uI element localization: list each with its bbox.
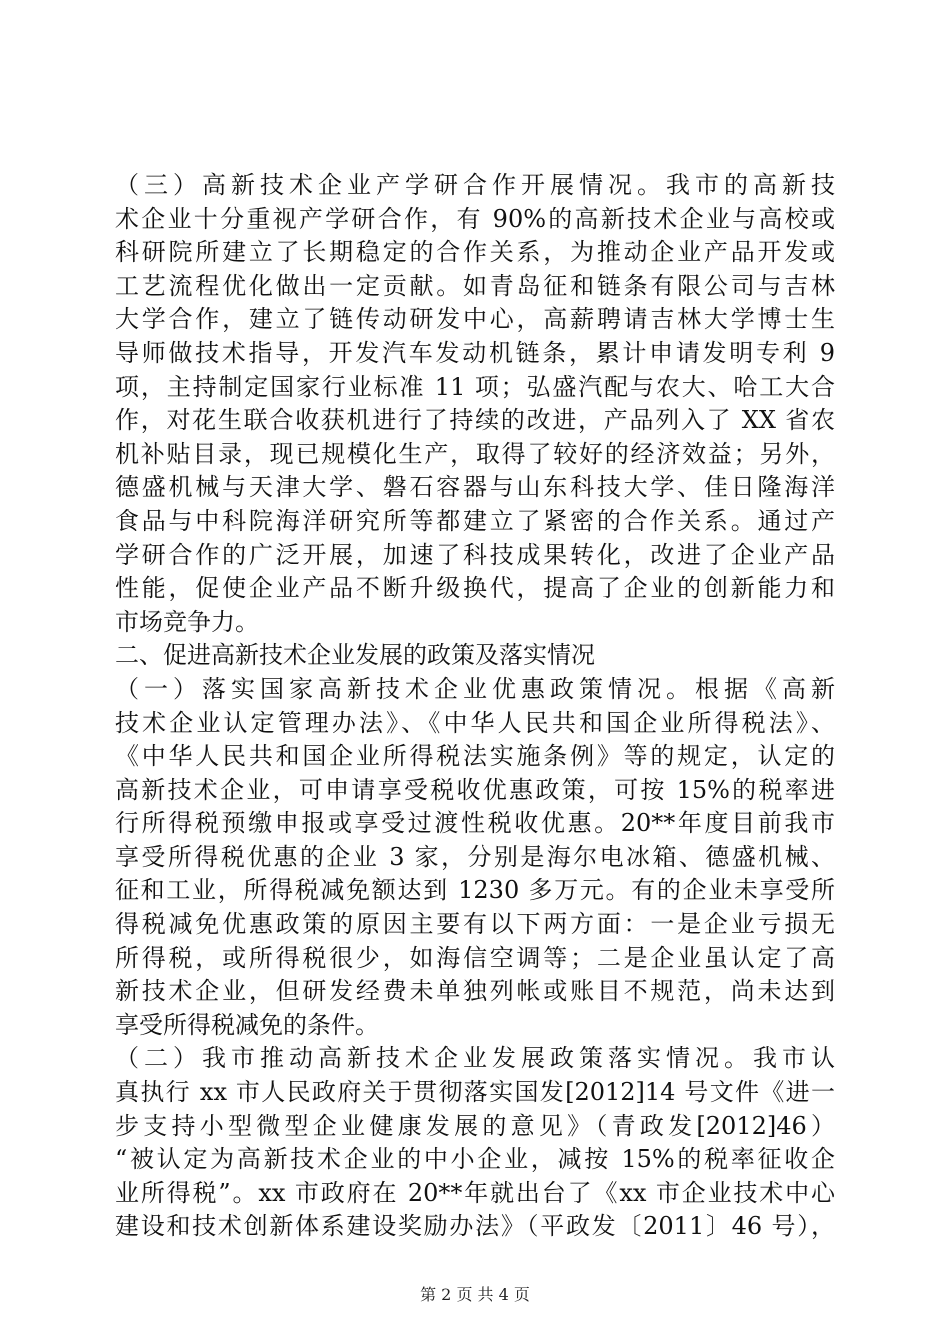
text-line: （二）我市推动高新技术企业发展政策落实情况。我市认 (115, 1044, 835, 1073)
text-line: 所得税，或所得税很少，如海信空调等；二是企业虽认定了高 (115, 943, 835, 972)
text-line: 高新技术企业，可申请享受税收优惠政策，可按 15%的税率进 (115, 775, 835, 804)
text-line: 德盛机械与天津大学、磐石容器与山东科技大学、佳日隆海洋 (115, 473, 835, 502)
text-line: 建设和技术创新体系建设奖励办法》（平政发〔2011〕46 号）， (115, 1212, 835, 1241)
text-line: 机补贴目录，现已规模化生产，取得了较好的经济效益；另外， (115, 439, 835, 468)
text-line: 学研合作的广泛开展，加速了科技成果转化，改进了企业产品 (115, 540, 835, 569)
text-line: 术企业十分重视产学研合作，有 90%的高新技术企业与高校或 (115, 204, 835, 233)
text-line: 作，对花生联合收获机进行了持续的改进，产品列入了 XX 省农 (115, 406, 835, 435)
text-line: 得税减免优惠政策的原因主要有以下两方面：一是企业亏损无 (115, 910, 835, 939)
page-footer: 第 2 页 共 4 页 (420, 1285, 530, 1304)
text-line: 享受所得税优惠的企业 3 家，分别是海尔电冰箱、德盛机械、 (115, 842, 835, 871)
text-line: 项，主持制定国家行业标准 11 项；弘盛汽配与农大、哈工大合 (115, 372, 835, 401)
text-line: 步支持小型微型企业健康发展的意见》（青政发[2012]46） (115, 1111, 835, 1140)
document-body (115, 169, 835, 1244)
text-line: 市场竞争力。 (115, 607, 259, 636)
text-line: 新技术企业，但研发经费未单独列帐或账目不规范，尚未达到 (115, 977, 835, 1006)
text-line: 真执行 xx 市人民政府关于贯彻落实国发[2012]14 号文件《进一 (115, 1078, 835, 1107)
text-line: （三）高新技术企业产学研合作开展情况。我市的高新技 (115, 171, 835, 199)
text-line: 二、促进高新技术企业发展的政策及落实情况 (115, 641, 595, 670)
text-line: 科研院所建立了长期稳定的合作关系，为推动企业产品开发或 (115, 238, 835, 267)
text-line: 导师做技术指导，开发汽车发动机链条，累计申请发明专利 9 (115, 338, 835, 367)
text-line: 享受所得税减免的条件。 (115, 1010, 379, 1039)
text-line: 食品与中科院海洋研究所等都建立了紧密的合作关系。通过产 (115, 506, 835, 535)
text-line: 性能，促使企业产品不断升级换代，提高了企业的创新能力和 (115, 574, 835, 603)
text-line: 工艺流程优化做出一定贡献。如青岛征和链条有限公司与吉林 (115, 271, 835, 300)
text-line: “被认定为高新技术企业的中小企业，减按 15%的税率征收企 (115, 1145, 835, 1174)
text-line: 技术企业认定管理办法》、《中华人民共和国企业所得税法》、 (115, 708, 835, 737)
text-line: （一）落实国家高新技术企业优惠政策情况。根据《高新 (115, 674, 835, 703)
text-line: 行所得税预缴申报或享受过渡性税收优惠。20**年度目前我市 (115, 809, 835, 838)
text-line: 征和工业，所得税减免额达到 1230 多万元。有的企业未享受所 (115, 876, 835, 905)
text-line: 业所得税”。xx 市政府在 20**年就出台了《xx 市企业技术中心 (115, 1178, 835, 1207)
text-line: 《中华人民共和国企业所得税法实施条例》等的规定，认定的 (115, 742, 835, 771)
text-line: 大学合作，建立了链传动研发中心，高薪聘请吉林大学博士生 (115, 305, 835, 334)
